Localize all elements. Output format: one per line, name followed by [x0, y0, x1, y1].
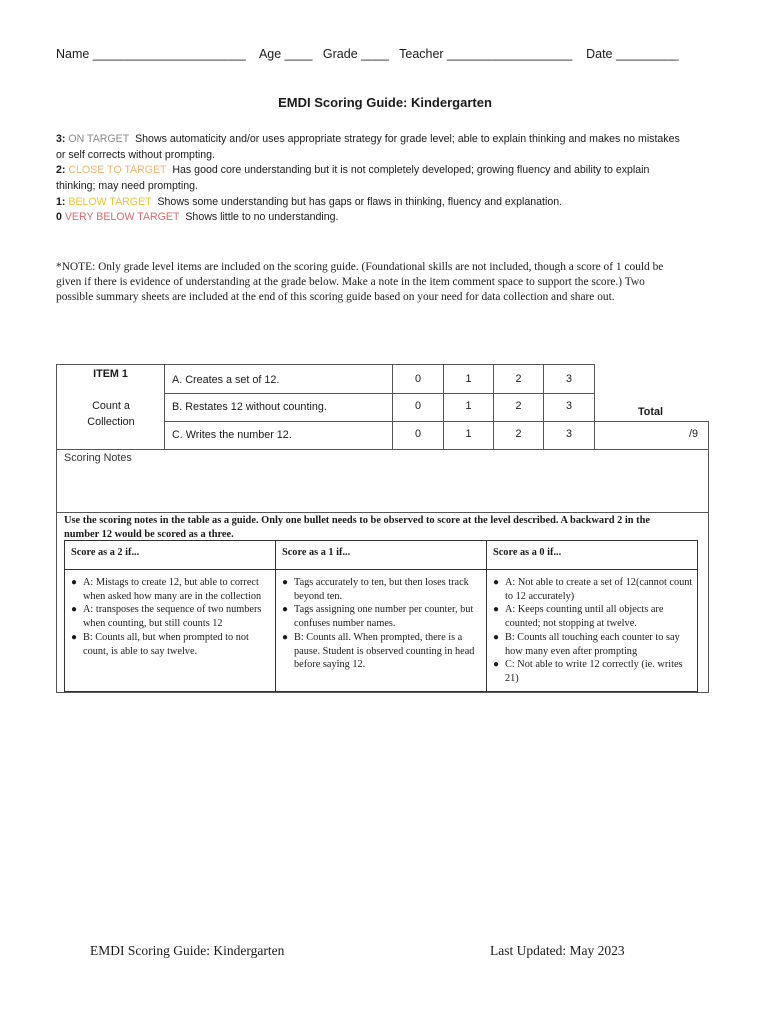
- scoring-note: *NOTE: Only grade level items are included on the scoring guide. (Foundational skills are not included, though a score of 1 could be given if there is evidence of understanding at the grade below. Make a note in the item comment space to support the score.) Two possible summary sheets are included at the end of this scoring guide based on your need for data collection and share out.: [56, 261, 664, 304]
- score-3-option[interactable]: 3: [565, 400, 572, 412]
- score-0-header: Score as a 0 if...: [487, 541, 698, 570]
- score-3-option[interactable]: 3: [565, 373, 572, 385]
- rubric-level-2: [56, 163, 686, 194]
- rubric-level-description: Has good core understanding but it is not completely developed; growing fluency and ability to explain thinking; may need prompting.: [56, 164, 650, 192]
- score-1-criteria: [276, 570, 487, 692]
- total-value: /9: [689, 428, 699, 440]
- rubric-level-tag: CLOSE TO TARGET: [68, 164, 167, 176]
- score-3-option[interactable]: 3: [565, 428, 572, 440]
- rubric-level-number: 1:: [56, 196, 66, 208]
- criteria-bullet: ● A: Mistags to create 12, but able to correct when asked how many are in the collection: [71, 576, 271, 603]
- criteria-header-row: [65, 541, 698, 570]
- criteria-bullet: ● A: Not able to create a set of 12(cannot count to 12 accurately): [493, 576, 693, 603]
- criteria-bullet: ● Tags accurately to ten, but then loses track beyond ten.: [282, 576, 482, 603]
- scoring-notes-label: Scoring Notes: [64, 452, 132, 464]
- rubric-level-number: 0: [56, 211, 62, 223]
- total-label: Total: [638, 406, 663, 418]
- rubric-level-0: [56, 210, 686, 226]
- rubric-level-tag: ON TARGET: [68, 133, 130, 145]
- rubric-level-number: 3:: [56, 133, 66, 145]
- criteria-bullet: ● B: Counts all. When prompted, there is a pause. Student is observed counting in head before saying 12.: [282, 631, 482, 672]
- criteria-bullet: ● A: Keeps counting until all objects are counted; not stopping at twelve.: [493, 603, 693, 630]
- score-0-option[interactable]: 0: [414, 428, 421, 440]
- item-name: Count a Collection: [87, 400, 135, 428]
- rubric-level-1: [56, 195, 686, 211]
- rubric-level-tag: VERY BELOW TARGET: [64, 211, 180, 223]
- item-row-b-label: B. Restates 12 without counting.: [172, 401, 327, 413]
- divider: [56, 512, 709, 513]
- criteria-body-row: [65, 570, 698, 692]
- footer-title: EMDI Scoring Guide: Kindergarten: [90, 943, 285, 958]
- score-1-option[interactable]: 1: [465, 373, 472, 385]
- score-0-criteria: [487, 570, 698, 692]
- item-number: ITEM 1: [93, 368, 128, 380]
- criteria-bullet: ● A: transposes the sequence of two numbers when counting, but still counts 12: [71, 603, 271, 630]
- score-0-option[interactable]: 0: [414, 373, 421, 385]
- rubric-level-description: Shows some understanding but has gaps or flaws in thinking, fluency and explanation.: [157, 196, 563, 208]
- document-title: EMDI Scoring Guide: Kindergarten: [278, 95, 492, 110]
- score-1-option[interactable]: 1: [465, 400, 472, 412]
- score-1-option[interactable]: 1: [465, 428, 472, 440]
- score-2-option[interactable]: 2: [515, 400, 522, 412]
- rubric-level-description: Shows automaticity and/or uses appropriate strategy for grade level; able to explain thinking and makes no mistakes or self corrects without prompting.: [56, 133, 680, 161]
- score-2-criteria: [65, 570, 276, 692]
- score-0-option[interactable]: 0: [414, 400, 421, 412]
- student-info-line: Name ______________________ Age ____ Grade ____ Teacher __________________ Date _________: [56, 47, 679, 61]
- criteria-bullet: ● B: Counts all, but when prompted to not count, is able to say twelve.: [71, 631, 271, 658]
- score-2-option[interactable]: 2: [515, 373, 522, 385]
- criteria-bullet: ● B: Counts all touching each counter to say how many even after prompting: [493, 631, 693, 658]
- criteria-table: [64, 540, 698, 692]
- criteria-bullet: ● Tags assigning one number per counter, but confuses number names.: [282, 603, 482, 630]
- score-2-option[interactable]: 2: [515, 428, 522, 440]
- score-2-header: Score as a 2 if...: [65, 541, 276, 570]
- rubric-level-tag: BELOW TARGET: [68, 196, 152, 208]
- footer-updated: Last Updated: May 2023: [490, 943, 625, 958]
- score-1-header: Score as a 1 if...: [276, 541, 487, 570]
- rubric-level-number: 2:: [56, 164, 66, 176]
- guide-instructions: Use the scoring notes in the table as a guide. Only one bullet needs to be observed to score at the level described. A backward 2 in the number 12 would be scored as a three.: [64, 515, 650, 540]
- rubric-level-3: [56, 132, 686, 163]
- rubric-level-description: Shows little to no understanding.: [185, 211, 339, 223]
- criteria-bullet: ● C: Not able to write 12 correctly (ie. writes 21): [493, 658, 693, 685]
- item-row-c-label: C. Writes the number 12.: [172, 429, 292, 441]
- item-row-a-label: A. Creates a set of 12.: [172, 374, 280, 386]
